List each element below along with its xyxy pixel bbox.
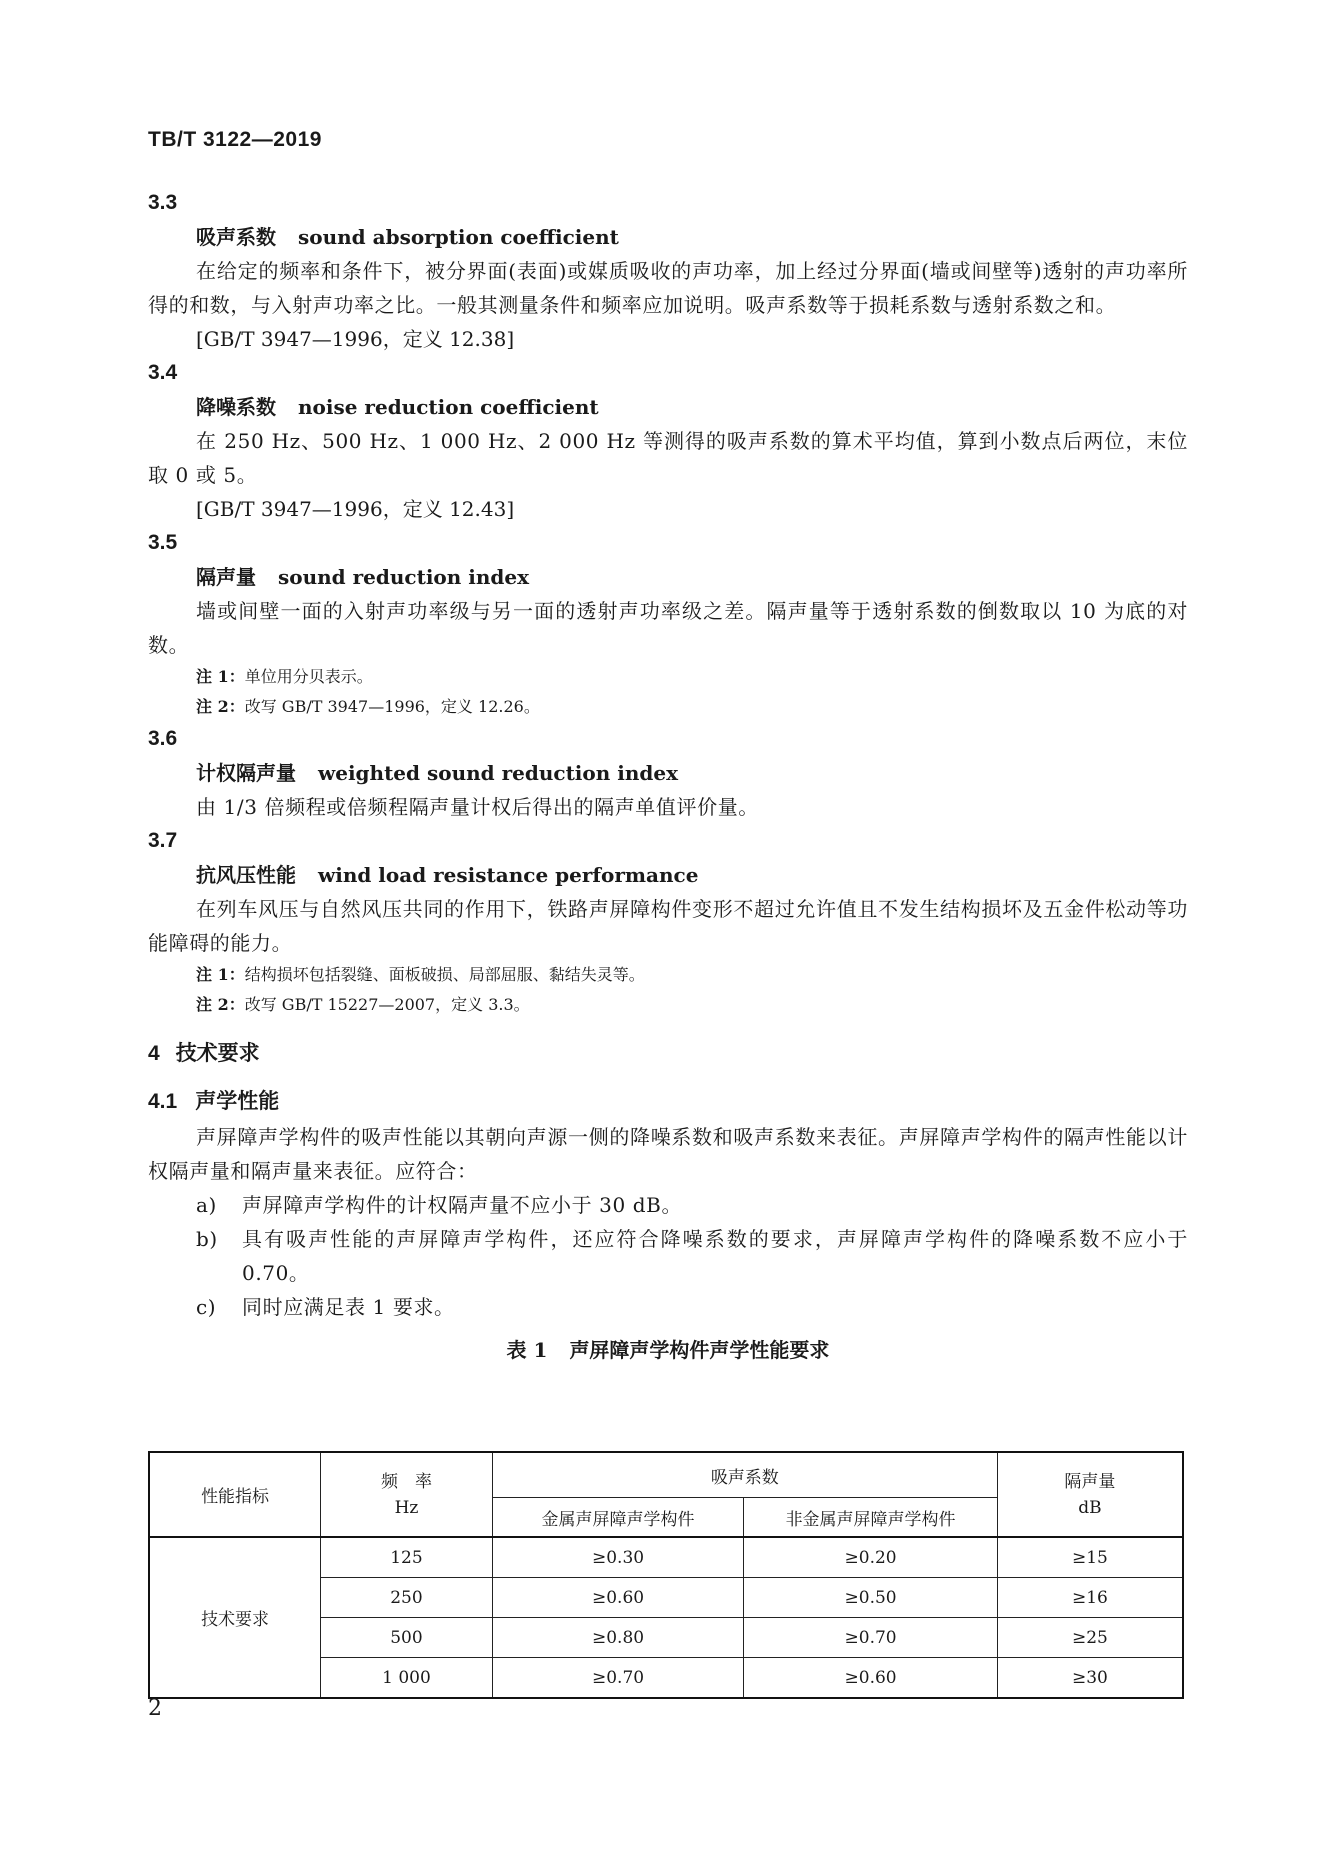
- term-chinese: 抗风压性能: [196, 863, 296, 887]
- list-text: 声屏障声学构件的计权隔声量不应小于 30 dB。: [242, 1193, 683, 1217]
- definition-text: 在给定的频率和条件下，被分界面(表面)或媒质吸收的声功率，加上经过分界面(墙或间壁等)透射的声功率所得的和数，与入射声功率之比。一般其测量条件和频率应加说明。吸声系数等于损耗系数与透射系数之和。: [148, 259, 1188, 317]
- section-number: 4: [148, 1042, 160, 1065]
- table-caption-title: 声屏障声学构件声学性能要求: [569, 1338, 830, 1362]
- cell-frequency: 250: [321, 1578, 493, 1618]
- definition-source: [GB/T 3947—1996，定义 12.38]: [196, 327, 515, 351]
- note-text: 结构损坏包括裂缝、面板破损、局部屈服、黏结失灵等。: [244, 965, 645, 984]
- header-absorption: 吸声系数: [492, 1452, 997, 1498]
- table-caption-number: 表 1: [506, 1338, 548, 1362]
- definition-note: [148, 960, 1188, 990]
- section-title: 技术要求: [175, 1042, 260, 1065]
- definition-text: 由 1/3 倍频程或倍频程隔声量计权后得出的隔声单值评价量。: [196, 795, 759, 819]
- note-label: 注 1：: [196, 667, 245, 686]
- cell-metal: ≥0.60: [492, 1578, 744, 1618]
- term-heading: [148, 390, 1188, 424]
- note-label: 注 2：: [196, 697, 245, 716]
- row-label: 技术要求: [149, 1537, 321, 1698]
- header-nonmetal: 非金属声屏障声学构件: [744, 1498, 998, 1538]
- note-text: 单位用分贝表示。: [244, 667, 373, 686]
- note-text: 改写 GB/T 3947—1996，定义 12.26。: [244, 697, 540, 716]
- subsection-heading: [148, 1084, 1188, 1120]
- list-item: [148, 1290, 1188, 1324]
- subsection-intro: 声屏障声学构件的吸声性能以其朝向声源一侧的降噪系数和吸声系数来表征。声屏障声学构件的隔声性能以计权隔声量和隔声量来表征。应符合：: [148, 1125, 1188, 1183]
- term-heading: [148, 220, 1188, 254]
- table-caption: [148, 1330, 1188, 1370]
- header-frequency-unit: Hz: [394, 1497, 419, 1518]
- list-marker: b): [196, 1227, 218, 1251]
- table-row: [149, 1537, 1183, 1578]
- cell-metal: ≥0.30: [492, 1537, 744, 1578]
- cell-nonmetal: ≥0.20: [744, 1537, 998, 1578]
- list-text: 同时应满足表 1 要求。: [242, 1295, 455, 1319]
- cell-nonmetal: ≥0.60: [744, 1658, 998, 1699]
- cell-insulation: ≥15: [997, 1537, 1183, 1578]
- header-insulation: [997, 1452, 1183, 1537]
- cell-insulation: ≥30: [997, 1658, 1183, 1699]
- term-heading: [148, 858, 1188, 892]
- definition-text: 在列车风压与自然风压共同的作用下，铁路声屏障构件变形不超过允许值且不发生结构损坏及五金件松动等功能障碍的能力。: [148, 897, 1188, 955]
- list-text: 具有吸声性能的声屏障声学构件，还应符合降噪系数的要求，声屏障声学构件的降噪系数不应小于 0.70。: [242, 1227, 1188, 1285]
- term-english: wind load resistance performance: [318, 863, 699, 887]
- term-heading: [148, 756, 1188, 790]
- clause-number: 3.6: [148, 727, 178, 750]
- definition-text: 在 250 Hz、500 Hz、1 000 Hz、2 000 Hz 等测得的吸声系数的算术平均值，算到小数点后两位，末位取 0 或 5。: [148, 429, 1188, 487]
- list-item: [148, 1222, 1188, 1290]
- subsection-title: 声学性能: [195, 1090, 280, 1113]
- cell-nonmetal: ≥0.70: [744, 1618, 998, 1658]
- term-english: sound absorption coefficient: [298, 225, 619, 249]
- header-insulation-unit: dB: [1078, 1497, 1102, 1518]
- term-heading: [148, 560, 1188, 594]
- document-id-header: TB/T 3122—2019: [148, 128, 322, 151]
- definition-note: [148, 990, 1188, 1020]
- cell-insulation: ≥25: [997, 1618, 1183, 1658]
- page-content: [148, 186, 1188, 1370]
- definition-note: [148, 662, 1188, 692]
- definition-note: [148, 692, 1188, 722]
- term-chinese: 隔声量: [196, 565, 256, 589]
- header-index: 性能指标: [149, 1452, 321, 1537]
- cell-nonmetal: ≥0.50: [744, 1578, 998, 1618]
- cell-frequency: 1 000: [321, 1658, 493, 1699]
- subsection-number: 4.1: [148, 1090, 178, 1113]
- clause-number: 3.4: [148, 361, 178, 384]
- header-insulation-label: 隔声量: [1064, 1471, 1116, 1492]
- term-english: noise reduction coefficient: [298, 395, 599, 419]
- term-english: weighted sound reduction index: [318, 761, 679, 785]
- term-chinese: 降噪系数: [196, 395, 276, 419]
- header-metal: 金属声屏障声学构件: [492, 1498, 744, 1538]
- list-marker: c): [196, 1295, 217, 1319]
- list-item: [148, 1188, 1188, 1222]
- clause-number: 3.5: [148, 531, 178, 554]
- definition-source: [GB/T 3947—1996，定义 12.43]: [196, 497, 515, 521]
- cell-frequency: 125: [321, 1537, 493, 1578]
- term-chinese: 计权隔声量: [196, 761, 296, 785]
- header-frequency-label: 频 率: [380, 1471, 432, 1492]
- note-text: 改写 GB/T 15227—2007，定义 3.3。: [244, 995, 530, 1014]
- acoustic-requirements-table: [148, 1451, 1184, 1699]
- cell-metal: ≥0.70: [492, 1658, 744, 1699]
- clause-number: 3.7: [148, 829, 178, 852]
- cell-frequency: 500: [321, 1618, 493, 1658]
- clause-number: 3.3: [148, 191, 178, 214]
- list-marker: a): [196, 1193, 217, 1217]
- cell-insulation: ≥16: [997, 1578, 1183, 1618]
- term-english: sound reduction index: [278, 565, 530, 589]
- page-number: 2: [148, 1696, 162, 1721]
- section-heading: [148, 1034, 1188, 1074]
- definition-text: 墙或间壁一面的入射声功率级与另一面的透射声功率级之差。隔声量等于透射系数的倒数取以 10 为底的对数。: [148, 599, 1188, 657]
- header-frequency: [321, 1452, 493, 1537]
- cell-metal: ≥0.80: [492, 1618, 744, 1658]
- note-label: 注 2：: [196, 995, 245, 1014]
- term-chinese: 吸声系数: [196, 225, 276, 249]
- note-label: 注 1：: [196, 965, 245, 984]
